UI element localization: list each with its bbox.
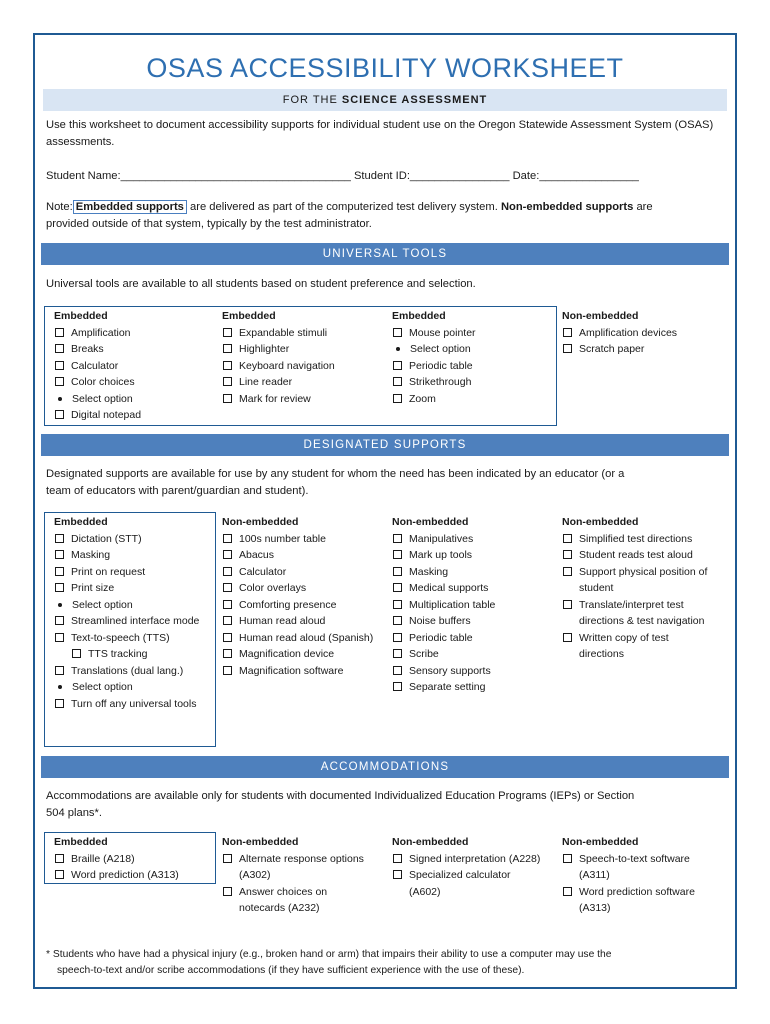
accommodations-band: ACCOMMODATIONS: [41, 756, 729, 778]
universal-col-1: [54, 308, 219, 424]
checkbox[interactable]: [223, 328, 232, 337]
checklist-item[interactable]: [392, 564, 557, 581]
item-label: Color overlays: [239, 582, 307, 594]
checkbox[interactable]: [223, 377, 232, 386]
item-label: Word prediction (A313): [71, 869, 179, 881]
item-label: Written copy of test directions: [579, 631, 669, 660]
checkbox[interactable]: [55, 328, 64, 337]
checklist-item[interactable]: [54, 630, 214, 647]
checkbox[interactable]: [393, 377, 402, 386]
item-label: Braille (A218): [71, 852, 135, 865]
checklist-item[interactable]: [54, 407, 219, 424]
bullet-icon: [396, 347, 400, 351]
checkbox[interactable]: [563, 854, 572, 863]
item-label: Separate setting: [409, 681, 486, 693]
accommodations-col-1: [54, 834, 214, 884]
universal-description: Universal tools are available to all students based on student preference and selection.: [46, 278, 476, 290]
checklist-item[interactable]: [54, 341, 219, 358]
item-label: Calculator: [71, 359, 119, 372]
worksheet-page: [33, 33, 737, 989]
select-option-item: [54, 391, 219, 408]
designated-col-1: [54, 514, 214, 712]
checklist-item[interactable]: [222, 325, 387, 342]
checkbox[interactable]: [55, 550, 64, 559]
column-heading: Embedded: [392, 310, 446, 322]
checklist-item[interactable]: [222, 564, 387, 581]
checklist-item[interactable]: [222, 597, 387, 614]
checkbox[interactable]: [393, 633, 402, 642]
item-label: Simplified test directions: [579, 532, 693, 545]
checklist-item[interactable]: [392, 547, 557, 564]
item-label: Print size: [71, 582, 115, 594]
item-label: Print on request: [71, 565, 146, 578]
checklist-item[interactable]: [222, 531, 387, 548]
checklist-item[interactable]: [54, 646, 214, 663]
accommodations-col-3: [392, 834, 542, 900]
item-label: Alternate response options (A302): [239, 852, 364, 881]
item-label: Multiplication table: [409, 598, 496, 611]
checkbox[interactable]: [223, 550, 232, 559]
item-label: Noise buffers: [409, 615, 471, 627]
checklist-item[interactable]: [54, 580, 214, 597]
checklist-item[interactable]: [54, 325, 219, 342]
item-label: Periodic table: [409, 359, 473, 372]
designated-supports-band: DESIGNATED SUPPORTS: [41, 434, 729, 456]
checklist-item[interactable]: [392, 613, 557, 630]
checkbox[interactable]: [223, 534, 232, 543]
item-label: Select option: [72, 392, 133, 405]
item-label: Select option: [72, 598, 133, 611]
subtitle-prefix: FOR THE: [282, 94, 338, 106]
checklist-item[interactable]: [54, 531, 214, 548]
checkbox[interactable]: [393, 870, 402, 879]
checklist-item[interactable]: [562, 851, 717, 884]
item-label: Breaks: [71, 343, 104, 355]
note-suffix: are: [636, 201, 653, 213]
item-label: Streamlined interface mode: [71, 615, 200, 627]
checkbox[interactable]: [563, 600, 572, 609]
checklist-item[interactable]: [222, 391, 387, 408]
item-label: Signed interpretation (A228): [409, 852, 541, 865]
checkbox[interactable]: [563, 344, 572, 353]
select-option-item: [54, 597, 214, 614]
item-label: Periodic table: [409, 631, 473, 644]
checklist-item[interactable]: [392, 867, 542, 900]
checkbox[interactable]: [55, 616, 64, 625]
item-label: Answer choices on notecards (A232): [239, 885, 328, 914]
universal-col-3: [392, 308, 552, 407]
checkbox[interactable]: [563, 567, 572, 576]
item-label: Translations (dual lang.): [71, 664, 184, 677]
accommodations-description-line1: Accommodations are available only for students with documented Individualized Education Programs (IEPs) or Section: [46, 790, 635, 802]
checklist-item[interactable]: [392, 630, 557, 647]
checklist-item[interactable]: [562, 630, 712, 663]
checkbox[interactable]: [393, 854, 402, 863]
checkbox[interactable]: [223, 666, 232, 675]
checkbox[interactable]: [55, 534, 64, 543]
designated-description: [46, 466, 721, 499]
checklist-item[interactable]: [54, 358, 219, 375]
checkbox[interactable]: [393, 394, 402, 403]
universal-col-2: [222, 308, 387, 407]
item-label: Specialized calculator (A602): [409, 869, 511, 898]
footnote: [46, 947, 725, 978]
item-label: Zoom: [409, 392, 436, 405]
checkbox[interactable]: [55, 344, 64, 353]
checkbox[interactable]: [223, 887, 232, 896]
checkbox[interactable]: [223, 854, 232, 863]
checkbox[interactable]: [55, 583, 64, 592]
checkbox[interactable]: [223, 616, 232, 625]
checklist-item[interactable]: [54, 696, 214, 713]
designated-col-2: [222, 514, 387, 679]
note-middle: are delivered as part of the computerized test delivery system.: [190, 201, 498, 213]
checklist-item[interactable]: [562, 325, 727, 342]
item-label: Select option: [410, 343, 471, 355]
bullet-icon: [58, 685, 62, 689]
checkbox[interactable]: [563, 534, 572, 543]
checkbox[interactable]: [393, 682, 402, 691]
item-label: Strikethrough: [409, 376, 472, 388]
checklist-item[interactable]: [54, 564, 214, 581]
embedded-supports-highlight: Embedded supports: [73, 200, 187, 214]
checkbox[interactable]: [393, 328, 402, 337]
item-label: Highlighter: [239, 343, 290, 355]
item-label: 100s number table: [239, 532, 326, 545]
checklist-item[interactable]: [392, 663, 557, 680]
checklist-item[interactable]: [54, 374, 219, 391]
checklist-item[interactable]: [392, 597, 557, 614]
bullet-icon: [58, 603, 62, 607]
item-label: Dictation (STT): [71, 532, 142, 545]
checkbox[interactable]: [55, 870, 64, 879]
item-label: Keyboard navigation: [239, 359, 335, 372]
item-label: Student reads test aloud: [579, 549, 693, 561]
checkbox[interactable]: [55, 361, 64, 370]
checklist-item[interactable]: [54, 851, 214, 868]
checkbox[interactable]: [223, 633, 232, 642]
designated-description-line2: team of educators with parent/guardian and student).: [46, 484, 309, 497]
item-label: Magnification software: [239, 664, 344, 677]
designated-col-3: [392, 514, 557, 696]
checklist-item[interactable]: [392, 580, 557, 597]
item-label: Human read aloud: [239, 615, 326, 627]
checklist-item[interactable]: [392, 851, 542, 868]
column-heading: Non-embedded: [562, 516, 639, 528]
note-text: [46, 199, 721, 232]
designated-col-4: [562, 514, 712, 663]
student-id-field[interactable]: Student ID:________________: [353, 170, 510, 182]
item-label: Color choices: [71, 376, 135, 388]
checklist-item[interactable]: [54, 663, 214, 680]
universal-tools-band: UNIVERSAL TOOLS: [41, 243, 729, 265]
checklist-item[interactable]: [222, 547, 387, 564]
item-label: Digital notepad: [71, 409, 142, 421]
checkbox[interactable]: [393, 600, 402, 609]
checklist-item[interactable]: [392, 646, 557, 663]
checkbox[interactable]: [55, 699, 64, 708]
date-field[interactable]: Date:________________: [512, 170, 639, 182]
accommodations-description: [46, 788, 721, 821]
student-info-line: [46, 168, 721, 185]
checkbox[interactable]: [55, 633, 64, 642]
checkbox[interactable]: [55, 666, 64, 675]
checklist-item[interactable]: [392, 374, 552, 391]
column-heading: Embedded: [54, 836, 108, 848]
non-embedded-supports-bold: Non-embedded supports: [500, 201, 634, 213]
column-heading: Non-embedded: [392, 836, 469, 848]
page-title: OSAS ACCESSIBILITY WORKSHEET: [146, 53, 624, 83]
checklist-item[interactable]: [392, 531, 557, 548]
checkbox[interactable]: [393, 666, 402, 675]
item-label: Select option: [72, 681, 133, 693]
item-label: Amplification devices: [579, 326, 678, 339]
item-label: Abacus: [239, 549, 275, 561]
checkbox[interactable]: [55, 567, 64, 576]
item-label: Human read aloud (Spanish): [239, 631, 374, 644]
item-label: Line reader: [239, 376, 293, 388]
checklist-item[interactable]: [392, 679, 557, 696]
checkbox[interactable]: [563, 887, 572, 896]
checklist-item[interactable]: [222, 630, 387, 647]
checklist-item[interactable]: [222, 851, 372, 884]
column-heading: Embedded: [54, 310, 108, 322]
accommodations-description-line2: 504 plans*.: [46, 806, 102, 819]
checklist-item[interactable]: [222, 358, 387, 375]
column-heading: Embedded: [54, 516, 108, 528]
checkbox[interactable]: [393, 567, 402, 576]
checklist-item[interactable]: [392, 391, 552, 408]
column-heading: Non-embedded: [392, 516, 469, 528]
item-label: Calculator: [239, 565, 287, 578]
item-label: Speech-to-text software (A311): [579, 852, 690, 881]
checklist-item[interactable]: [562, 597, 712, 630]
item-label: Support physical position of student: [579, 565, 708, 594]
item-label: TTS tracking: [88, 648, 148, 660]
item-label: Amplification: [71, 326, 131, 339]
checklist-item[interactable]: [54, 547, 214, 564]
column-heading: Non-embedded: [562, 836, 639, 848]
checkbox[interactable]: [393, 649, 402, 658]
checklist-item[interactable]: [222, 341, 387, 358]
checkbox[interactable]: [55, 377, 64, 386]
item-label: Masking: [71, 549, 111, 561]
checklist-item[interactable]: [562, 547, 712, 564]
select-option-item: [392, 341, 552, 358]
designated-description-line1: Designated supports are available for use by any student for whom the need has been indicated by an educator (or a: [46, 468, 625, 480]
select-option-item: [54, 679, 214, 696]
item-label: Manipulatives: [409, 532, 474, 545]
item-label: Scratch paper: [579, 343, 645, 355]
checkbox[interactable]: [393, 583, 402, 592]
checkbox[interactable]: [223, 649, 232, 658]
item-label: Text-to-speech (TTS): [71, 631, 170, 644]
note-prefix: Note:: [46, 201, 73, 213]
item-label: Masking: [409, 565, 449, 578]
universal-col-4: [562, 308, 727, 358]
student-name-field[interactable]: Student Name:_____________________________________: [46, 170, 351, 182]
checkbox[interactable]: [223, 344, 232, 353]
checklist-item[interactable]: [392, 325, 552, 342]
checklist-item[interactable]: [562, 341, 727, 358]
checklist-item[interactable]: [562, 884, 717, 917]
accommodations-col-2: [222, 834, 372, 917]
item-label: Comforting presence: [239, 598, 337, 611]
checklist-item[interactable]: [562, 531, 712, 548]
checkbox[interactable]: [55, 854, 64, 863]
note-line2: provided outside of that system, typically by the test administrator.: [46, 217, 372, 230]
accommodations-col-4: [562, 834, 717, 917]
item-label: Magnification device: [239, 648, 335, 660]
checklist-item[interactable]: [222, 884, 372, 917]
checkbox[interactable]: [223, 567, 232, 576]
checkbox[interactable]: [223, 361, 232, 370]
footnote-line2: speech-to-text and/or scribe accommodations (if they have sufficient experience with the use of these).: [57, 964, 525, 976]
item-label: Sensory supports: [409, 664, 491, 677]
checkbox[interactable]: [393, 361, 402, 370]
checkbox[interactable]: [393, 550, 402, 559]
footnote-line1: * Students who have had a physical injury (e.g., broken hand or arm) that impairs their ability to use a computer may use the: [46, 949, 612, 960]
checkbox[interactable]: [223, 600, 232, 609]
checkbox[interactable]: [223, 583, 232, 592]
column-heading: Non-embedded: [222, 836, 299, 848]
column-heading: Non-embedded: [222, 516, 299, 528]
checkbox[interactable]: [72, 649, 81, 658]
item-label: Word prediction software (A313): [579, 885, 695, 914]
checkbox[interactable]: [393, 616, 402, 625]
column-heading: Non-embedded: [562, 310, 639, 322]
bullet-icon: [58, 397, 62, 401]
item-label: Expandable stimuli: [239, 326, 328, 339]
item-label: Scribe: [409, 648, 439, 660]
checklist-item[interactable]: [562, 564, 712, 597]
checkbox[interactable]: [223, 394, 232, 403]
item-label: Medical supports: [409, 582, 489, 594]
checklist-item[interactable]: [392, 358, 552, 375]
checkbox[interactable]: [563, 328, 572, 337]
item-label: Turn off any universal tools: [71, 697, 197, 710]
item-label: Mouse pointer: [409, 326, 476, 339]
column-heading: Embedded: [222, 310, 276, 322]
checklist-item[interactable]: [54, 613, 214, 630]
checklist-item[interactable]: [222, 613, 387, 630]
checkbox[interactable]: [55, 410, 64, 419]
checkbox[interactable]: [563, 633, 572, 642]
item-label: Mark up tools: [409, 549, 473, 561]
checklist-item[interactable]: [222, 646, 387, 663]
item-label: Mark for review: [239, 392, 311, 405]
item-label: Translate/interpret test directions & test navigation: [579, 598, 705, 627]
checkbox[interactable]: [563, 550, 572, 559]
subtitle-band: [43, 89, 727, 111]
checklist-item[interactable]: [222, 374, 387, 391]
checklist-item[interactable]: [222, 580, 387, 597]
checkbox[interactable]: [393, 534, 402, 543]
checklist-item[interactable]: [222, 663, 387, 680]
checklist-item[interactable]: [54, 867, 214, 884]
subtitle-assessment: SCIENCE ASSESSMENT: [341, 94, 488, 106]
intro-text: Use this worksheet to document accessibility supports for individual student use on the Oregon Statewide Assessment System (OSAS) assessments.: [46, 119, 714, 148]
